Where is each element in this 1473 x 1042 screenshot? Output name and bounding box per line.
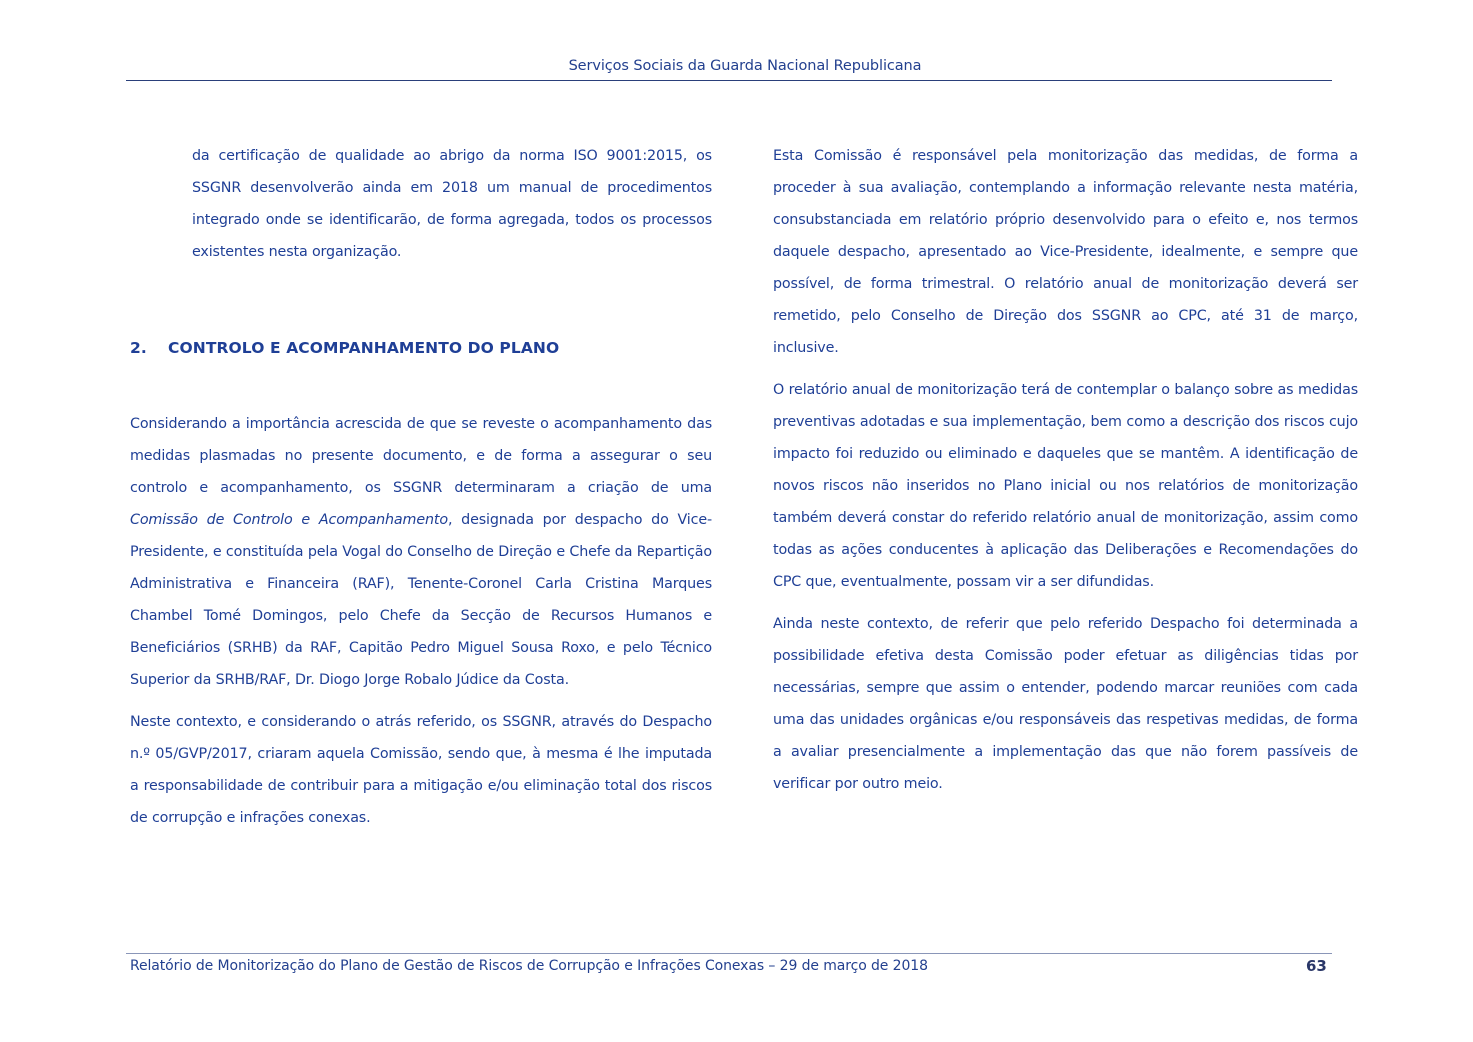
footer-divider (126, 953, 1332, 954)
section-heading (130, 332, 712, 364)
spacer (130, 696, 712, 706)
spacer (773, 598, 1358, 608)
page-number: 63 (1306, 957, 1327, 975)
right-paragraph-3: Ainda neste contexto, de referir que pelo referido Despacho foi determinada a possibilidade efetiva desta Comissão poder efetuar as diligências tidas por necessárias, sempre que assim o entender, podendo marcar reuniões com cada uma das unidades orgânicas e/ou responsáveis das respetivas medidas, de forma a avaliar presencialmente a implementação das que não forem passíveis de verificar por outro meio. (773, 616, 1358, 792)
running-header: Serviços Sociais da Guarda Nacional Republicana (568, 58, 922, 74)
section-title: CONTROLO E ACOMPANHAMENTO DO PLANO (168, 339, 560, 357)
header-divider (126, 80, 1332, 81)
spacer (130, 364, 712, 408)
left-paragraph-3: Neste contexto, e considerando o atrás referido, os SSGNR, através do Despacho n.º 05/GVP/2017, criaram aquela Comissão, sendo que, à mesma é lhe imputada a responsabilidade de contribuir para a mitigação e/ou eliminação total dos riscos de corrupção e infrações conexas. (130, 714, 712, 826)
left-column (130, 140, 712, 834)
left-paragraph-2-start: Considerando a importância acrescida de que se reveste o acompanhamento das medidas plasmadas no presente documento, e de forma a assegurar o seu controlo e acompanhamento, os SSGNR determinaram a criação de uma (130, 416, 712, 496)
spacer (773, 364, 1358, 374)
left-paragraph-1: da certificação de qualidade ao abrigo da norma ISO 9001:2015, os SSGNR desenvolverão ainda em 2018 um manual de procedimentos integrado onde se identificarão, de forma agregada, todos os processos existentes nesta organização. (192, 148, 712, 260)
commission-name-emphasis: Comissão de Controlo e Acompanhamento (130, 512, 448, 528)
section-number: 2. (130, 339, 147, 357)
right-paragraph-2: O relatório anual de monitorização terá de contemplar o balanço sobre as medidas preventivas adotadas e sua implementação, bem como a descrição dos riscos cujo impacto foi reduzido ou eliminado e daqueles que se mantêm. A identificação de novos riscos não inseridos no Plano inicial ou nos relatórios de monitorização também deverá constar do referido relatório anual de monitorização, assim como todas as ações conducentes à aplicação das Deliberações e Recomendações do CPC que, eventualmente, possam vir a ser difundidas. (773, 382, 1358, 590)
left-paragraph-2-end: , designada por despacho do Vice-Presidente, e constituída pela Vogal do Conselho de Direção e Chefe da Repartição Administrativa e Financeira (RAF), Tenente-Coronel Carla Cristina Marques Chambel Tomé Domingos, pelo Chefe da Secção de Recursos Humanos e Beneficiários (SRHB) da RAF, Capitão Pedro Miguel Sousa Roxo, e pelo Técnico Superior da SRHB/RAF, Dr. Diogo Jorge Robalo Júdice da Costa. (130, 512, 712, 688)
running-footer: Relatório de Monitorização do Plano de Gestão de Riscos de Corrupção e Infrações Conexas – 29 de março de 2018 (130, 958, 928, 974)
right-paragraph-1: Esta Comissão é responsável pela monitorização das medidas, de forma a proceder à sua avaliação, contemplando a informação relevante nesta matéria, consubstanciada em relatório próprio desenvolvido para o efeito e, nos termos daquele despacho, apresentado ao Vice-Presidente, idealmente, e sempre que possível, de forma trimestral. O relatório anual de monitorização deverá ser remetido, pelo Conselho de Direção dos SSGNR ao CPC, até 31 de março, inclusive. (773, 148, 1358, 356)
spacer (130, 268, 712, 332)
right-column (773, 140, 1358, 800)
left-paragraph-2 (130, 408, 712, 696)
